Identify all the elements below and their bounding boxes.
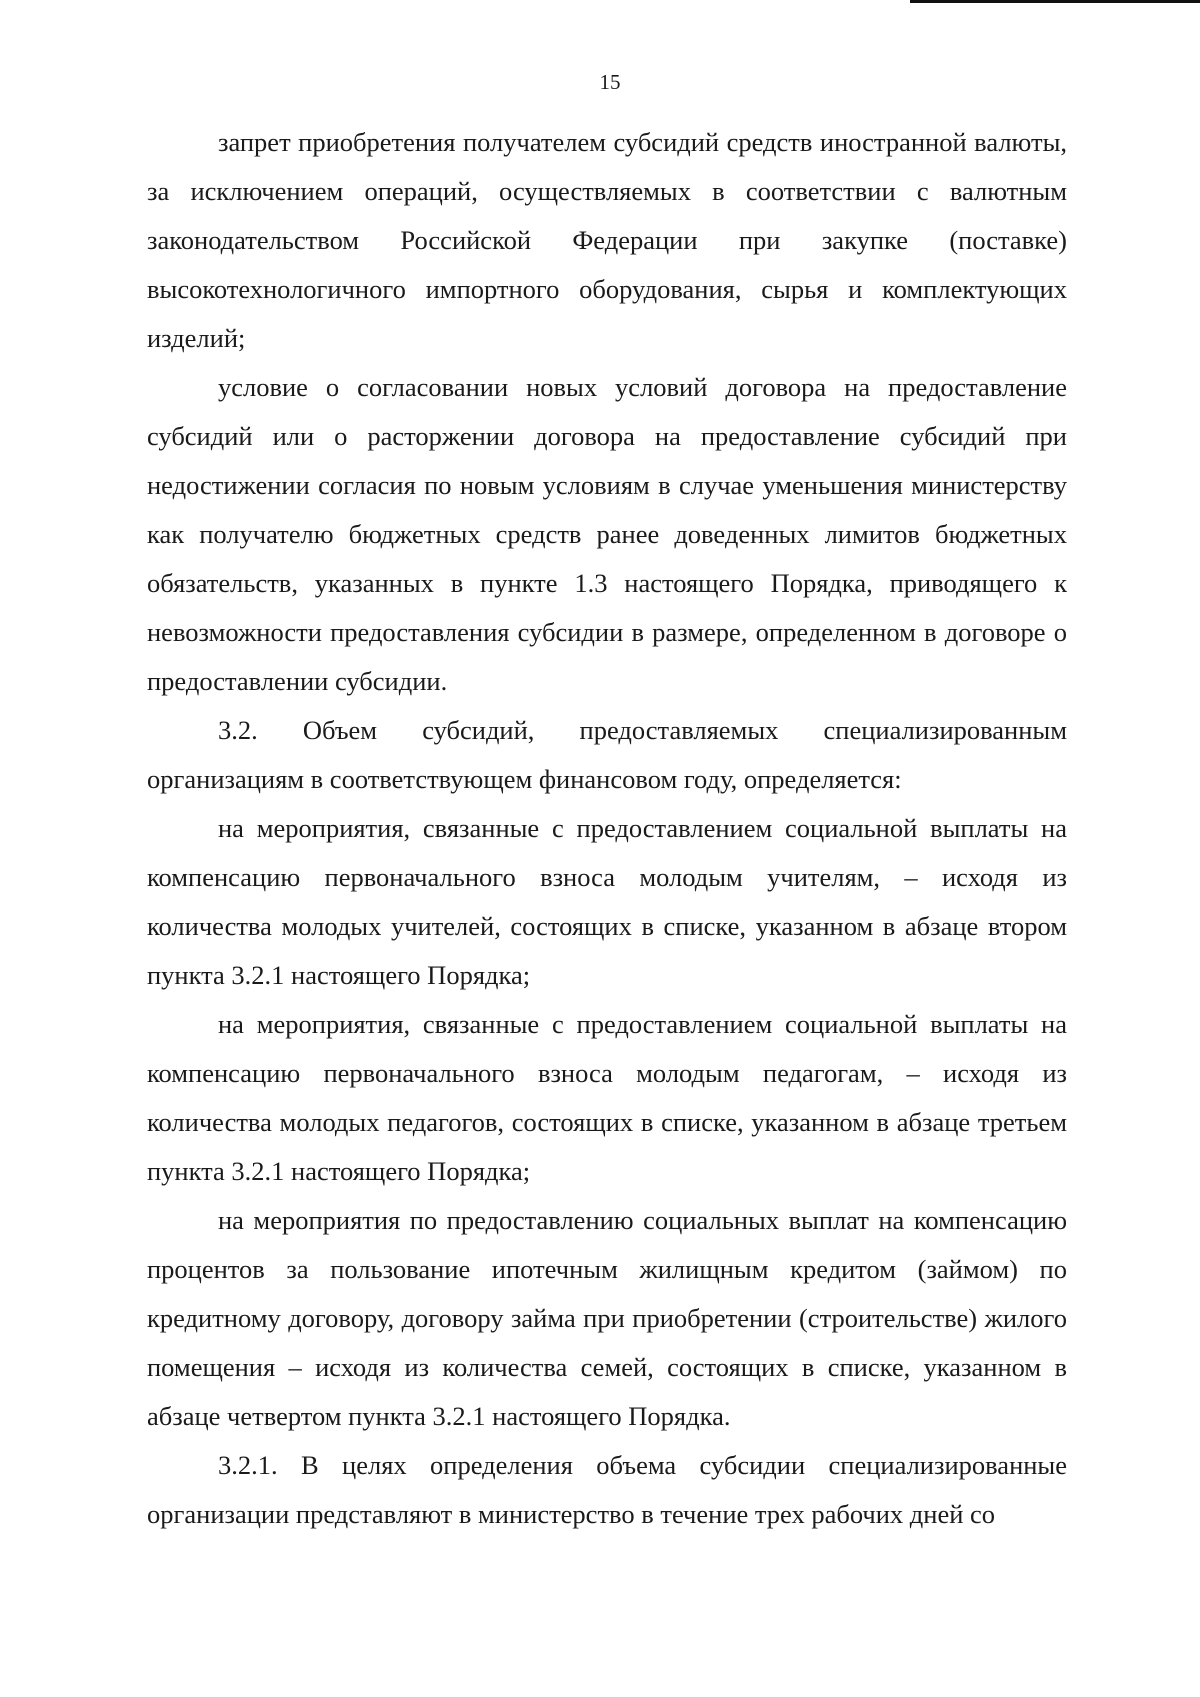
paragraph-3-2-subsidy-volume: 3.2. Объем субсидий, предоставляемых специализированным организациям в соответствующем финансовом году, определяется: xyxy=(147,715,1067,794)
paragraph-currency-prohibition: запрет приобретения получателем субсидий средств иностранной валюты, за исключением операций, осуществляемых в соответствии с валютным законодательством Российской Федерации при закупке (поставке) высокотехнологичного импортного оборудования, сырья и комплектующих изделий; xyxy=(147,127,1067,353)
paragraph-young-pedagogues: на мероприятия, связанные с предоставлением социальной выплаты на компенсацию первоначального взноса молодым педагогам, – исходя из количества молодых педагогов, состоящих в списке, указанном в абзаце третьем пункта 3.2.1 настоящего Порядка; xyxy=(147,1009,1067,1186)
paragraph-contract-conditions: условие о согласовании новых условий договора на предоставление субсидий или о расторжении договора на предоставление субсидий при недостижении согласия по новым условиям в случае уменьшения министерству как получателю бюджетных средств ранее доведенных лимитов бюджетных обязательств, указанных в пункте 1.3 настоящего Порядка, приводящего к невозможности предоставления субсидии в размере, определенном в договоре о предоставлении субсидии. xyxy=(147,372,1067,696)
paragraph-mortgage-interest: на мероприятия по предоставлению социальных выплат на компенсацию процентов за пользование ипотечным жилищным кредитом (займом) по кредитному договору, договору займа при приобретении (строительстве) жилого помещения – исходя из количества семей, состоящих в списке, указанном в абзаце четвертом пункта 3.2.1 настоящего Порядка. xyxy=(147,1205,1067,1431)
scan-edge-line xyxy=(910,0,1200,3)
paragraph-young-teachers: на мероприятия, связанные с предоставлением социальной выплаты на компенсацию первоначального взноса молодым учителям, – исходя из количества молодых учителей, состоящих в списке, указанном в абзаце втором пункта 3.2.1 настоящего Порядка; xyxy=(147,813,1067,990)
page-number: 15 xyxy=(599,70,621,94)
document-body xyxy=(147,118,1067,1539)
paragraph-3-2-1: 3.2.1. В целях определения объема субсидии специализированные организации представляют в министерство в течение трех рабочих дней со xyxy=(147,1450,1067,1529)
